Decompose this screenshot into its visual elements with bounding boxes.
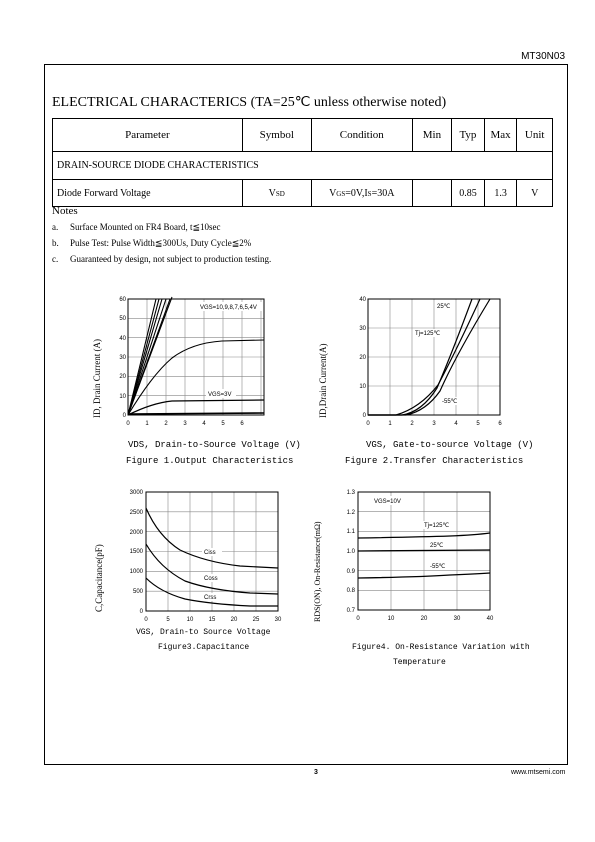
fig3-label-crss: Crss [204, 595, 217, 601]
table-header-row [53, 119, 553, 152]
fig4-label-minus55c: -55℃ [430, 564, 446, 570]
fig1-ytick: 10 [119, 394, 126, 400]
fig3-capacitance-chart [110, 486, 285, 626]
col-header-max: Max [484, 119, 517, 152]
section-label: DRAIN-SOURCE DIODE CHARACTERISTICS [53, 152, 553, 180]
fig1-legend-b: VGS=3V [208, 392, 232, 398]
section-title: ELECTRICAL CHARACTERICS (TA=25℃ unless otherwise noted) [52, 95, 447, 110]
fig3-ylabel: C,Capacitance(pF) [94, 544, 104, 612]
fig4-ytick: 0.8 [346, 588, 355, 594]
notes-title: Notes [52, 205, 78, 217]
fig4-ytick: 1.2 [346, 510, 355, 516]
website-link[interactable]: www.mtsemi.com [511, 769, 566, 776]
fig2-ylabel: ID,Drain Current(A) [318, 343, 328, 418]
fig3-ytick: 2500 [129, 510, 143, 516]
col-header-unit: Unit [517, 119, 553, 152]
page-number: 3 [314, 769, 318, 776]
fig3-ytick: 1000 [129, 569, 143, 575]
fig3-ytick: 1500 [129, 549, 143, 555]
fig4-label-125c: Tj=125℃ [424, 523, 450, 529]
fig4-ytick: 1.1 [346, 529, 355, 535]
fig1-xtick: 4 [202, 421, 206, 427]
part-number: MT30N03 [521, 51, 565, 62]
fig2-ytick: 40 [359, 297, 366, 303]
fig1-xtick: 2 [164, 421, 168, 427]
fig4-xtick: 20 [420, 616, 428, 622]
fig4-ytick: 0.7 [346, 608, 355, 614]
fig2-caption: Figure 2.Transfer Characteristics [345, 456, 524, 466]
fig2-label-minus55c: -55℃ [442, 399, 458, 405]
fig2-ytick: 0 [362, 413, 366, 419]
note-c: Guaranteed by design, not subject to production testing. [70, 254, 272, 264]
note-a: Surface Mounted on FR4 Board, t≦10sec [70, 222, 221, 232]
fig3-label-ciss: Ciss [204, 550, 216, 556]
fig3-xtick: 0 [144, 617, 148, 623]
fig1-ytick: 20 [119, 374, 126, 380]
fig2-xtick: 2 [410, 421, 414, 427]
fig2-transfer-characteristics-chart [352, 293, 512, 433]
fig2-xtick: 6 [498, 421, 502, 427]
fig1-ytick: 40 [119, 336, 126, 342]
cell-min [412, 180, 451, 207]
fig3-ytick: 500 [132, 589, 143, 595]
fig4-ylabel: RDS(ON), On-Resistance(mΩ) [313, 521, 322, 622]
fig1-legend-a: VGS=10,9,8,7,6,5,4V [200, 305, 257, 311]
fig3-label-coss: Coss [204, 576, 218, 582]
fig1-ylabel: ID, Drain Current (A) [92, 339, 102, 418]
fig3-xtick: 20 [230, 617, 238, 623]
fig3-ytick: 0 [139, 609, 143, 615]
table-section-row [53, 152, 553, 180]
col-header-min: Min [412, 119, 451, 152]
note-c-marker: c. [52, 254, 59, 264]
cell-condition: VGS=0V,IS=30A [311, 180, 412, 207]
fig4-on-resistance-chart [330, 486, 500, 626]
fig2-xtick: 1 [388, 421, 392, 427]
fig4-xtick: 40 [486, 616, 494, 622]
cell-unit: V [517, 180, 553, 207]
fig1-ytick: 0 [122, 413, 126, 419]
fig4-caption-line1: Figure4. On-Resistance Variation with [352, 643, 530, 652]
fig4-legend: VGS=10V [374, 499, 401, 505]
fig4-label-25c: 25℃ [430, 543, 444, 549]
cell-typ: 0.85 [452, 180, 485, 207]
table-row [53, 180, 553, 207]
note-b-marker: b. [52, 238, 59, 248]
fig1-ytick: 30 [119, 355, 126, 361]
fig3-xtick: 10 [186, 617, 194, 623]
fig2-xlabel: VGS, Gate-to-source Voltage (V) [366, 440, 534, 450]
cell-max: 1.3 [484, 180, 517, 207]
fig2-label-125c: Tj=125℃ [415, 331, 441, 337]
fig2-xtick: 0 [366, 421, 370, 427]
fig1-xtick: 5 [221, 421, 225, 427]
note-b: Pulse Test: Pulse Width≦300Us, Duty Cycle≦2% [70, 238, 252, 248]
fig2-ytick: 30 [359, 326, 366, 332]
fig2-ytick: 20 [359, 355, 366, 361]
fig1-xtick: 0 [126, 421, 130, 427]
fig1-xtick: 6 [240, 421, 244, 427]
fig4-xtick: 10 [387, 616, 395, 622]
fig3-caption: Figure3.Capacitance [158, 643, 250, 652]
fig2-ytick: 10 [359, 384, 366, 390]
fig1-caption: Figure 1.Output Characteristics [126, 456, 294, 466]
cell-parameter: Diode Forward Voltage [53, 180, 243, 207]
fig1-ytick: 60 [119, 297, 126, 303]
fig4-xtick: 0 [356, 616, 360, 622]
fig1-output-characteristics-chart [112, 293, 272, 433]
fig4-ytick: 0.9 [346, 569, 355, 575]
fig2-xtick: 3 [432, 421, 436, 427]
col-header-typ: Typ [452, 119, 485, 152]
fig2-xtick: 4 [454, 421, 458, 427]
fig3-xtick: 5 [166, 617, 170, 623]
fig4-xtick: 30 [453, 616, 461, 622]
fig1-xtick: 1 [145, 421, 149, 427]
col-header-parameter: Parameter [53, 119, 243, 152]
fig1-xlabel: VDS, Drain-to-Source Voltage (V) [128, 440, 301, 450]
fig2-xtick: 5 [476, 421, 480, 427]
fig3-xtick: 25 [252, 617, 260, 623]
fig3-ytick: 2000 [129, 530, 143, 536]
fig3-xtick: 30 [274, 617, 282, 623]
fig2-label-25c: 25℃ [437, 304, 451, 310]
fig3-ytick: 3000 [129, 490, 143, 496]
fig3-xlabel: VGS, Drain-to Source Voltage [136, 628, 271, 637]
col-header-symbol: Symbol [242, 119, 311, 152]
fig3-xtick: 15 [208, 617, 216, 623]
fig1-ytick: 50 [119, 316, 126, 322]
electrical-characteristics-table [52, 118, 553, 207]
fig4-caption-line2: Temperature [393, 658, 446, 667]
cell-symbol: VSD [242, 180, 311, 207]
fig4-ytick: 1.0 [346, 549, 355, 555]
fig4-ytick: 1.3 [346, 490, 355, 496]
col-header-condition: Condition [311, 119, 412, 152]
fig1-xtick: 3 [183, 421, 187, 427]
note-a-marker: a. [52, 222, 59, 232]
